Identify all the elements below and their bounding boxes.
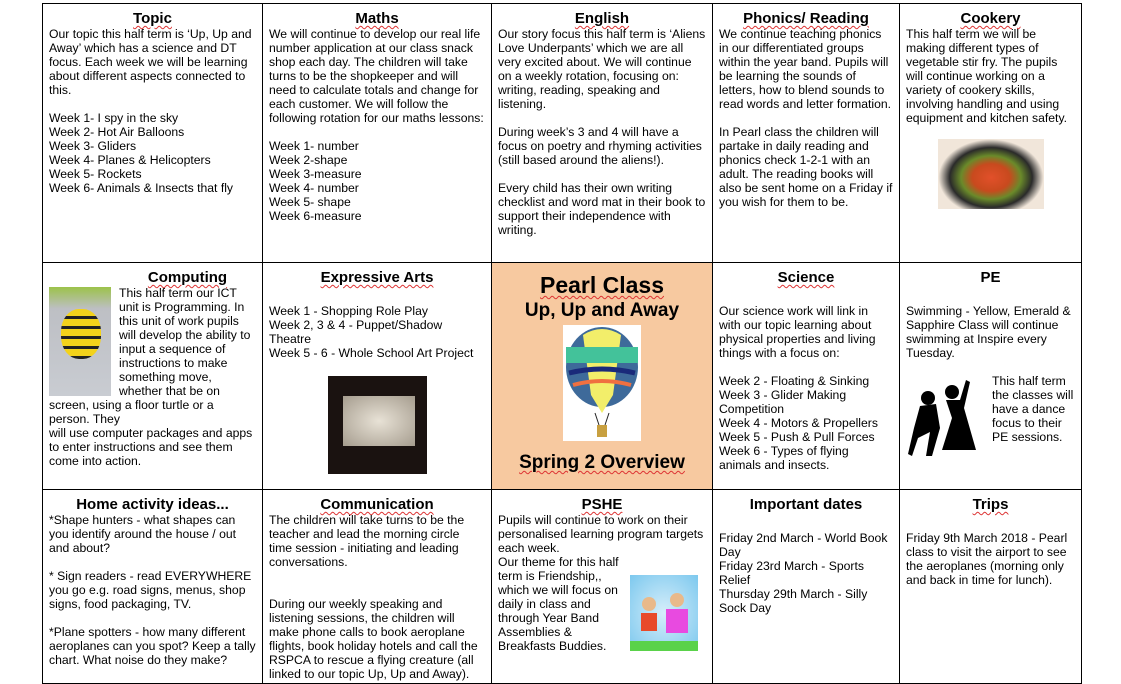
communication-cell [263,490,492,684]
topic-cell [43,4,263,263]
english-text: Our story focus this half term is ‘Aliens Love Underpants’ which we are all very excited about. We will continue on a weekly rotation, focusing on: writing, reading, speaking and listening. During week’s 3 and 4 will have a focus on poetry and rhyming activities (still based around the aliens!). Every child has their own writing checklist and word mat in their book to support their independence with writing. [498,27,706,237]
pe-cell [900,263,1082,490]
expressive-arts-text: Week 1 - Shopping Role Play Week 2, 3 & 4 - Puppet/Shadow Theatre Week 5 - 6 - Whole School Art Project [269,304,474,360]
shadow-theatre-image [328,376,427,474]
phonics-heading: Phonics/ Reading [743,10,869,27]
phonics-text: We continue teaching phonics in our differentiated groups within the year band. Pupils will be learning the sounds of letters, how to blend sounds to read words and letter formation. In Pearl class the children will partake in daily reading and phonics check 1-2-1 with an adult. The reading books will also be sent home on a Friday if you wish for them to be. [719,27,893,209]
dancers-icon [906,378,986,458]
pe-text: Swimming - Yellow, Emerald & Sapphire Class will continue swimming at Inspire every Tuesday. [906,304,1071,360]
home-activity-heading: Home activity ideas... [76,496,229,513]
trips-text: Friday 9th March 2018 - Pearl class to visit the airport to see the aeroplanes (morning only and back in time for lunch). [906,531,1068,587]
computing-text: This half term our ICT unit is Programming. In this unit of work pupils will develop the ability to input a sequence of instructions to make something move, whether that be on screen, using a floor turtle or a person. They [49,286,251,426]
english-heading: English [574,10,630,27]
friendship-image [630,575,698,651]
trips-heading: Trips [972,496,1009,513]
cookery-text: This half term we will be making different types of vegetable stir fry. The pupils will continue working on a variety of cookery skills, involving handling and using equipment and kitchen safety. [906,27,1068,125]
bee-bot-image [49,287,111,396]
class-title-cell [492,263,713,490]
expressive-arts-heading: Expressive Arts [320,269,434,286]
class-name: Pearl Class [539,272,665,298]
pshe-text-side: Our theme for this half term is Friendship,, which we will focus on daily in class and through Year Band Assemblies & Breakfasts Buddies. [498,555,619,653]
important-dates-cell [713,490,900,684]
science-heading: Science [777,269,835,286]
phonics-cell [713,4,900,263]
computing-heading: Computing [147,269,228,286]
trips-cell [900,490,1082,684]
pshe-cell [492,490,713,684]
science-text: Our science work will link in with our topic learning about physical properties and living things with a focus on: Week 2 - Floating & Sinking Week 3 - Glider Making Competition Week 4 - Motors & Propellers Week 5 - Push & Pull Forces Week 6 - Types of flying animals and insects. [719,304,878,472]
overview-title: Spring 2 Overview [519,452,685,473]
class-theme: Up, Up and Away [524,300,680,321]
cookery-heading: Cookery [960,10,1021,27]
communication-text: The children will take turns to be the teacher and lead the morning circle time session - initiating and leading conversations. During our weekly speaking and listening sessions, the children will make phone calls to book aeroplane flights, book holiday hotels and call the RSPCA to rescue a flying creature (all linked to our topic Up, Up and Away). [269,513,478,681]
cookery-cell [900,4,1082,263]
communication-heading: Communication [320,496,434,513]
important-dates-heading: Important dates [749,496,863,513]
pe-dance-text: This half term the classes will have a dance focus to their PE sessions. [992,374,1074,444]
important-dates-text: Friday 2nd March - World Book Day Friday 23rd March - Sports Relief Thursday 29th March - Silly Sock Day [719,531,888,615]
english-cell [492,4,713,263]
maths-cell [263,4,492,263]
computing-text-rest: will use computer packages and apps to enter instructions and see them come into action. [49,426,253,468]
pe-heading: PE [980,269,1001,286]
hot-air-balloon-image [563,325,641,441]
expressive-arts-cell [263,263,492,490]
home-activity-cell [43,490,263,684]
overview-table [42,3,1082,684]
pshe-text-top: Pupils will continue to work on their personalised learning program targets each week. [498,513,704,555]
topic-text: Our topic this half term is ‘Up, Up and Away’ which has a science and DT focus. Each week we will be learning about different aspects connected to this. Week 1- I spy in the sky Week 2- Hot Air Balloons Week 3- Gliders Week 4- Planes & Helicopters Week 5- Rockets Week 6- Animals & Insects that fly [49,27,252,195]
topic-heading: Topic [133,10,172,27]
maths-heading: Maths [355,10,399,27]
home-activity-text: *Shape hunters - what shapes can you identify around the house / out and about? * Sign readers - read EVERYWHERE you go e.g. road signs, menus, shop signs, food packaging, TV. *Plane spotters - how many different aeroplanes can you spot? Keep a tally chart. What noise do they make? [49,513,256,667]
maths-text: We will continue to develop our real life number application at our class snack shop each day. The children will take turns to be the shopkeeper and will need to calculate totals and change for each customer. We will follow the following rotation for our maths lessons: Week 1- number Week 2-shape Week 3-measure Week 4- number Week 5- shape Week 6-measure [269,27,484,223]
computing-cell [43,263,263,490]
stir-fry-image [938,139,1044,209]
science-cell [713,263,900,490]
pshe-heading: PSHE [581,496,623,513]
